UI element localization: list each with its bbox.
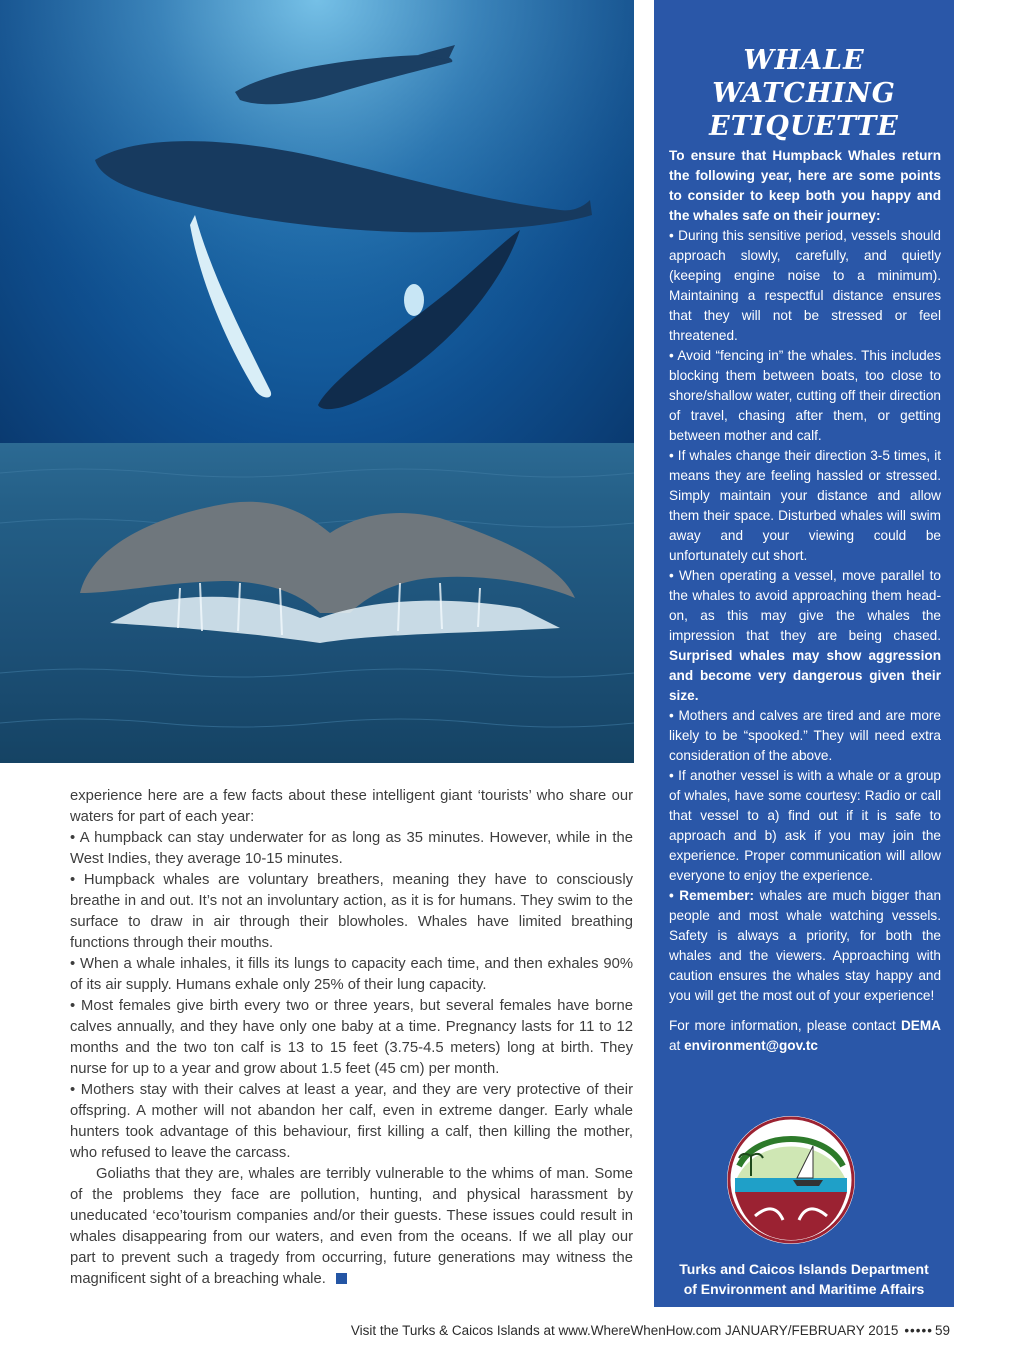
contact-info [669, 1016, 941, 1056]
etiquette-point: • Mothers and calves are tired and are more likely to be “spooked.” They will need extra consideration of the above. [669, 708, 941, 763]
article-paragraph-closing [70, 1164, 633, 1290]
title-line: WATCHING [712, 78, 896, 109]
etiquette-point: • During this sensitive period, vessels should approach slowly, carefully, and quietly (keeping engine noise to a minimum). Maintaining a respectful distance ensures that they will not be stressed or feel threatened. [669, 228, 941, 343]
footer-text: Visit the Turks & Caicos Islands at www.WhereWhenHow.com JANUARY/FEBRUARY 2015 [350, 1323, 899, 1338]
sidebar-intro: To ensure that Humpback Whales return the following year, here are some points to consider to keep both you happy and the whales safe on their journey: [669, 148, 941, 223]
remember-label: • Remember: [669, 888, 755, 903]
underwater-whales-photo [0, 0, 634, 443]
etiquette-point: • Avoid “fencing in” the whales. This includes blocking them between boats, too close to shore/shallow water, cutting off their direction of travel, chasing after them, or getting between mother and calf. [669, 348, 941, 443]
point-warning: Surprised whales may show aggression and become very dangerous given their size. [669, 648, 941, 703]
whales-illustration [0, 0, 634, 443]
fact-bullet: • Humpback whales are voluntary breathers, meaning they have to consciously breathe in and out. It’s not an involuntary action, as it is for humans. They swim to the surface to draw in air through their blowholes. Whales have limited breathing functions through their mouths. [70, 872, 633, 951]
page-footer [351, 1323, 950, 1338]
contact-org: DEMA [900, 1018, 941, 1033]
contact-email-link[interactable]: environment@gov.tc [684, 1038, 818, 1053]
title-line: ETIQUETTE [709, 111, 899, 142]
etiquette-point: • If another vessel is with a whale or a group of whales, have some courtesy: Radio or call that vessel to a) find out if it is safe to approach and b) ask if you may join the experience. Proper communication will allow everyone to enjoy the experience. [669, 768, 941, 883]
contact-text: For more information, please contact [669, 1018, 896, 1033]
fact-bullet: • Mothers stay with their calves at least a year, and they are very protective of their offspring. A mother will not abandon her calf, even in extreme danger. Early whale hunters took advantage of this behaviour, first killing a calf, then killing the mother, who refused to leave the carcass. [70, 1082, 633, 1161]
closing-text: Goliaths that they are, whales are terribly vulnerable to the whims of man. Some of the problems they face are pollution, hunting, and physical harassment by uneducated ‘eco’tourism companies and/or their guests. These issues could result in whales disappearing from our waters, and even from the oceans. If we all play our part to prevent such a tragedy from occurring, future generations may witness the magnificent sight of a breaching whale. [70, 1166, 633, 1287]
whale-tail-photo [0, 443, 634, 763]
sidebar-footer [654, 1259, 954, 1299]
fact-bullet: • When a whale inhales, it fills its lungs to capacity each time, and then exhales 90% of its air supply. Humans exhale only 25% of their lung capacity. [70, 956, 633, 993]
article-paragraph: experience here are a few facts about these intelligent giant ‘tourists’ who share our waters for part of each year: [70, 788, 633, 825]
title-line: WHALE [743, 45, 865, 76]
footer-dots: ••••• [904, 1323, 933, 1338]
etiquette-sidebar [654, 0, 954, 1307]
etiquette-point: • If whales change their direction 3-5 times, it means they are feeling hassled or stressed. Simply maintain your distance and allow them their space. Disturbed whales will swim away and your viewing could be unfortunately cut short. [669, 448, 941, 563]
fact-bullet: • A humpback can stay underwater for as long as 35 minutes. However, while in the West Indies, they average 10-15 minutes. [70, 830, 633, 867]
end-of-article-icon [336, 1273, 347, 1284]
point-text: • When operating a vessel, move parallel to the whales to avoid approaching them head-on, as this may give the whales the impression that they are being chased. [669, 568, 941, 643]
dema-logo-graphic [727, 1116, 855, 1244]
point-text: whales are much bigger than people and most whale watching vessels. Safety is always a priority, for both the whales and the viewers. Approaching with caution ensures the whales stay happy and you will get the most out of your experience! [669, 888, 942, 1003]
article-body [70, 786, 633, 1290]
sidebar-title [654, 44, 954, 143]
etiquette-point [669, 566, 941, 706]
department-name-line: of Environment and Maritime Affairs [683, 1281, 925, 1297]
fact-bullet: • Most females give birth every two or three years, but several females have borne calves annually, and they have only one baby at a time. Pregnancy lasts for 11 to 12 months and the two ton calf is 13 to 15 feet (3.75-4.5 meters) long at birth. They nurse for up to a year and grow about 1.5 feet (45 cm) per month. [70, 998, 633, 1077]
tail-illustration [0, 443, 634, 763]
page-number: 59 [934, 1323, 950, 1338]
etiquette-point [669, 886, 941, 1006]
dema-logo [727, 1116, 855, 1244]
sidebar-body [669, 146, 941, 1056]
department-name-line: Turks and Caicos Islands Department [679, 1261, 929, 1277]
contact-at: at [669, 1038, 681, 1053]
